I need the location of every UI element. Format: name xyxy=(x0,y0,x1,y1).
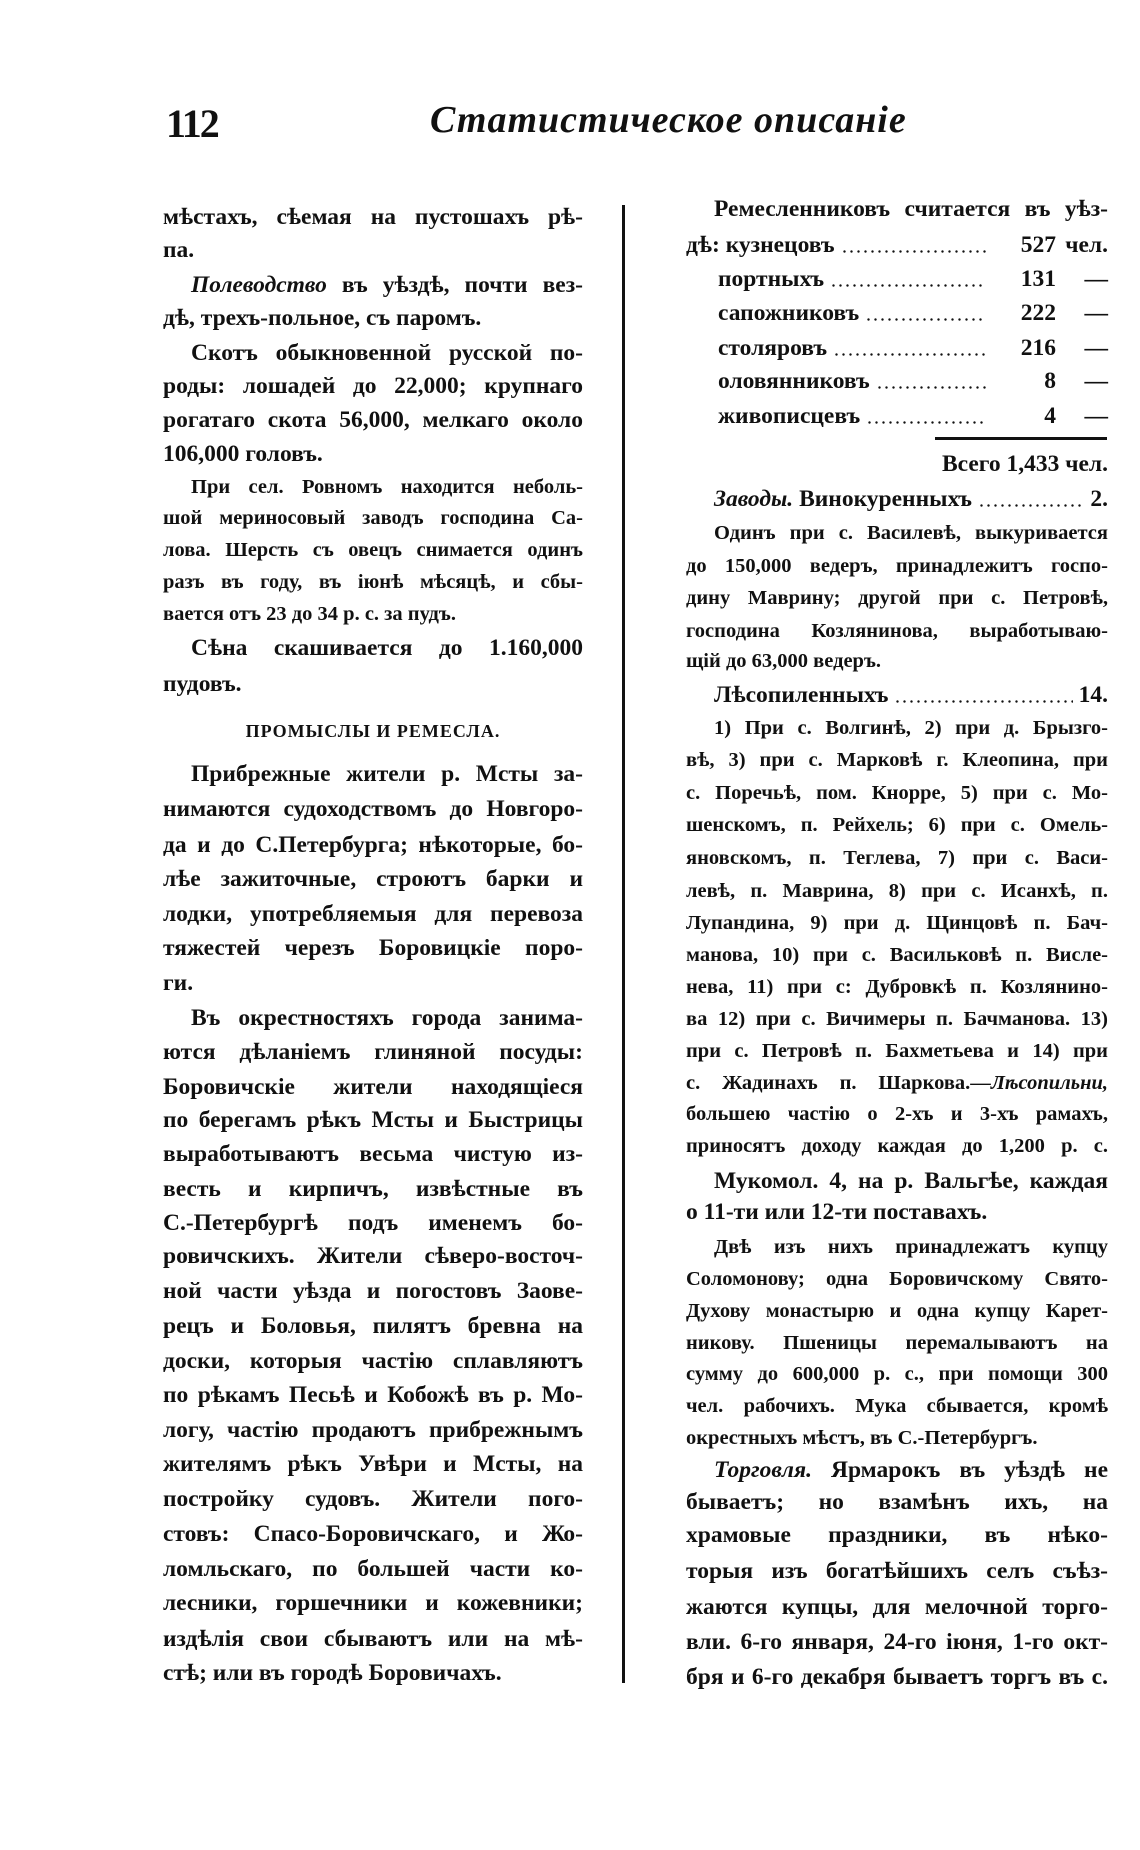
text-run: дину Маврину; другой при с. Петровѣ, xyxy=(686,587,1108,609)
text-line xyxy=(163,302,583,334)
text-line xyxy=(686,448,1108,480)
text-run: рогатаго скота 56,000, мелкаго около xyxy=(163,407,583,433)
text-run: Духову монастырю и одна купцу Карет- xyxy=(686,1300,1108,1322)
text-run: храмовые праздники, въ нѣко- xyxy=(686,1522,1108,1548)
row-count: 222 xyxy=(1020,300,1056,326)
text-line xyxy=(163,1345,583,1377)
dot-leader xyxy=(833,353,986,356)
note-line xyxy=(163,599,583,629)
text-line xyxy=(686,1454,1108,1486)
text-run: Прибрежные жители р. Мсты за- xyxy=(191,761,583,787)
note-line xyxy=(686,908,1108,938)
note-line xyxy=(163,472,583,502)
text-line xyxy=(686,1165,1108,1197)
text-run: С.-Петербургѣ подъ именемъ бо- xyxy=(163,1210,583,1236)
text-run: да и до С.Петербурга; нѣкоторые, бо- xyxy=(163,832,583,858)
text-run: по рѣкамъ Песьѣ и Кобожѣ въ р. Мо- xyxy=(163,1382,583,1408)
text-run: 1) При с. Волгинѣ, 2) при д. Брызго- xyxy=(714,717,1108,739)
text-run: до 150,000 ведеръ, принадлежитъ госпо- xyxy=(686,555,1108,577)
text-run: лова. Шерсть съ овецъ снимается одинъ xyxy=(163,539,583,561)
row-unit: — xyxy=(1084,266,1108,292)
text-line xyxy=(163,863,583,895)
text-line xyxy=(163,269,583,301)
text-line xyxy=(686,1555,1108,1587)
text-run: большею частію о 2-хъ и 3-хъ рамахъ, xyxy=(686,1103,1108,1125)
note-line xyxy=(686,972,1108,1002)
note-line xyxy=(686,810,1108,840)
row-unit: — xyxy=(1084,335,1108,361)
text-line xyxy=(163,1448,583,1480)
note-line xyxy=(686,551,1108,581)
note-line xyxy=(686,1264,1108,1294)
text-line xyxy=(163,1138,583,1170)
row-count: 527 xyxy=(1020,232,1056,258)
text-run: разъ въ году, въ іюнѣ мѣсяцѣ, и сбы- xyxy=(163,571,583,593)
text-run: стовъ: Спасо-Боровичскаго, и Жо- xyxy=(163,1521,583,1547)
text-line xyxy=(163,967,583,999)
text-run: вли. 6-го января, 24-го іюня, 1-го окт- xyxy=(686,1629,1108,1655)
text-run: ровичскихъ. Жители сѣверо-восточ- xyxy=(163,1243,583,1269)
row-label: живописцевъ xyxy=(718,403,861,429)
text-run: Винокуренныхъ xyxy=(793,486,973,512)
text-line xyxy=(163,1240,583,1272)
note-line xyxy=(686,876,1108,906)
text-line xyxy=(163,201,583,233)
note-line xyxy=(686,1296,1108,1326)
text-run: никову. Пшеницы перемалываютъ на xyxy=(686,1332,1108,1354)
text-line xyxy=(163,793,583,825)
craftsmen-row xyxy=(686,400,1108,432)
text-run: стѣ; или въ городѣ Боровичахъ. xyxy=(163,1660,502,1686)
italic-term: Полеводство xyxy=(191,272,327,298)
text-run: окрестныхъ мѣстъ, въ С.-Петербургъ. xyxy=(686,1427,1038,1449)
text-run: па. xyxy=(163,237,195,263)
text-run: с. Поречьѣ, пом. Кнорре, 5) при с. Мо- xyxy=(686,782,1108,804)
note-line xyxy=(686,1004,1108,1034)
italic-term: Торговля. xyxy=(714,1457,812,1483)
note-line xyxy=(686,1423,1108,1453)
text-run: Ярмарокъ въ уѣздѣ не xyxy=(811,1457,1108,1483)
row-label: сапожниковъ xyxy=(718,300,860,326)
text-line xyxy=(163,829,583,861)
text-line xyxy=(163,1483,583,1515)
note-line xyxy=(686,1232,1108,1262)
row-label: портныхъ xyxy=(718,266,825,292)
row-label: оловянниковъ xyxy=(718,368,870,394)
text-run: яновскомъ, п. Теглева, 7) при с. Васи- xyxy=(686,847,1108,869)
text-run: Мукомол. 4, на р. Вальгѣе, каждая xyxy=(714,1168,1108,1194)
dot-leader xyxy=(865,318,986,321)
text-run: ной части уѣзда и погостовъ Заове- xyxy=(163,1278,583,1304)
text-run: ПРОМЫСЛЫ И РЕМЕСЛА. xyxy=(245,721,501,741)
row-label xyxy=(714,483,972,515)
text-run: ва 12) при с. Вичимеры п. Бачманова. 13) xyxy=(686,1008,1108,1030)
note-line xyxy=(686,1328,1108,1358)
text-run: с. Жадинахъ п. Шаркова.— xyxy=(686,1072,991,1094)
text-line xyxy=(163,1657,583,1689)
text-run: при с. Петровѣ п. Бахметьева и 14) при xyxy=(686,1040,1108,1062)
text-run: издѣлія свои сбываютъ или на мѣ- xyxy=(163,1626,583,1652)
text-run: весть и кирпичъ, извѣстные въ xyxy=(163,1176,583,1202)
text-run: щій до 63,000 ведеръ. xyxy=(686,650,882,672)
note-line xyxy=(686,745,1108,775)
text-run: выработываютъ весьма чистую из- xyxy=(163,1141,583,1167)
text-run: приносятъ доходу каждая до 1,200 р. с. xyxy=(686,1135,1108,1157)
text-run: лѣе зажиточные, строютъ барки и xyxy=(163,866,583,892)
note-line xyxy=(686,1131,1108,1161)
text-run: роды: лошадей до 22,000; крупнаго xyxy=(163,373,583,399)
note-line xyxy=(686,940,1108,970)
running-title: Статистическое описаніе xyxy=(430,99,907,141)
sum-rule xyxy=(935,437,1107,440)
page-number: 112 xyxy=(166,101,218,146)
note-line xyxy=(163,535,583,565)
text-run: левѣ, п. Маврина, 8) при с. Исанхѣ, п. xyxy=(686,880,1108,902)
text-line xyxy=(163,234,583,266)
note-line xyxy=(686,1391,1108,1421)
row-count: 2. xyxy=(1090,486,1108,512)
text-line xyxy=(163,370,583,402)
text-run: 106,000 головъ. xyxy=(163,441,323,467)
note-line xyxy=(686,616,1108,646)
text-line xyxy=(163,438,583,470)
dot-leader xyxy=(830,284,986,287)
text-line xyxy=(686,1519,1108,1551)
text-run: по берегамъ рѣкъ Мсты и Быстрицы xyxy=(163,1107,583,1133)
text-line xyxy=(163,1173,583,1205)
factory-count-row xyxy=(686,483,1108,515)
text-line xyxy=(163,1587,583,1619)
text-line xyxy=(163,1379,583,1411)
text-line xyxy=(686,1486,1108,1518)
text-run: сумму до 600,000 р. с., при помощи 300 xyxy=(686,1363,1108,1385)
dot-leader xyxy=(978,504,1084,507)
craftsmen-row xyxy=(686,332,1108,364)
text-line xyxy=(163,1036,583,1068)
text-line xyxy=(163,1071,583,1103)
text-run: лесники, горшечники и кожевники; xyxy=(163,1590,583,1616)
text-run: пудовъ. xyxy=(163,671,242,697)
text-run: Сѣна скашивается до 1.160,000 xyxy=(191,635,583,661)
note-line xyxy=(686,583,1108,613)
note-line xyxy=(686,518,1108,548)
text-run: тяжестей черезъ Боровицкіе поро- xyxy=(163,935,583,961)
row-unit: — xyxy=(1084,403,1108,429)
row-label: столяровъ xyxy=(718,335,828,361)
row-count: 8 xyxy=(1044,368,1056,394)
text-run: мѣстахъ, сѣемая на пустошахъ рѣ- xyxy=(163,204,583,230)
note-line xyxy=(686,1099,1108,1129)
craftsmen-row xyxy=(686,297,1108,329)
row-unit: — xyxy=(1084,368,1108,394)
text-line xyxy=(163,1414,583,1446)
text-run: доски, которыя частію сплавляютъ xyxy=(163,1348,583,1374)
text-line xyxy=(163,1002,583,1034)
note-line xyxy=(686,778,1108,808)
text-run: Скотъ обыкновенной русской по- xyxy=(191,340,583,366)
note-line xyxy=(686,843,1108,873)
italic-term: Лѣсопильни, xyxy=(990,1072,1108,1094)
text-run: ются дѣланіемъ глиняной посуды: xyxy=(163,1039,583,1065)
text-run: шенскомъ, п. Рейхель; 6) при с. Омель- xyxy=(686,814,1108,836)
dot-leader xyxy=(866,421,986,424)
craftsmen-row xyxy=(686,229,1108,261)
row-count: 131 xyxy=(1020,266,1056,292)
text-run: бря и 6-го декабря бываетъ торгъ въ с. xyxy=(686,1664,1108,1690)
text-run: Боровичскіе жители находящіеся xyxy=(163,1074,583,1100)
row-unit: — xyxy=(1084,300,1108,326)
text-line xyxy=(163,404,583,436)
text-run: лодки, употребляемыя для перевоза xyxy=(163,901,583,927)
craftsmen-row xyxy=(686,365,1108,397)
text-run: постройку судовъ. Жители пого- xyxy=(163,1486,583,1512)
text-run: манова, 10) при с. Васильковѣ п. Висле- xyxy=(686,944,1108,966)
row-count: 14. xyxy=(1078,682,1108,708)
note-line xyxy=(686,713,1108,743)
factory-count-row xyxy=(686,679,1108,711)
text-run: ломльскаго, по большей части ко- xyxy=(163,1556,583,1582)
text-run: Двѣ изъ нихъ принадлежатъ купцу xyxy=(714,1236,1108,1258)
text-run: нева, 11) при с: Дубровкѣ п. Козлянино- xyxy=(686,976,1108,998)
text-line xyxy=(163,632,583,664)
text-run: ги. xyxy=(163,970,194,996)
italic-term: Заводы. xyxy=(714,486,794,512)
text-run: Ремесленниковъ считается въ уѣз- xyxy=(714,196,1108,222)
row-count: 216 xyxy=(1020,335,1056,361)
craftsmen-row xyxy=(686,263,1108,295)
text-run: жаются купцы, для мелочной торго- xyxy=(686,1594,1108,1620)
text-run: рецъ и Боловья, пилятъ бревна на xyxy=(163,1313,583,1339)
text-line xyxy=(163,1310,583,1342)
text-run: Въ окрестностяхъ города занима- xyxy=(191,1005,583,1031)
text-run: нимаются судоходствомъ до Новгоро- xyxy=(163,796,583,822)
text-run: вается отъ 23 до 34 р. с. за пудъ. xyxy=(163,603,457,625)
text-line xyxy=(163,932,583,964)
text-run: бываетъ; но взамѣнъ ихъ, на xyxy=(686,1489,1108,1515)
note-line xyxy=(686,646,1108,676)
text-run: шой мериносовый заводъ господина Са- xyxy=(163,507,583,529)
dot-leader xyxy=(894,700,1072,703)
text-line xyxy=(163,668,583,700)
text-line xyxy=(163,1104,583,1136)
text-line xyxy=(163,1553,583,1585)
text-run: жителямъ рѣкъ Увѣри и Мсты, на xyxy=(163,1451,583,1477)
row-count: 4 xyxy=(1044,403,1056,429)
text-line xyxy=(163,1518,583,1550)
column-divider xyxy=(622,205,625,1683)
dot-leader xyxy=(841,250,986,253)
text-line xyxy=(163,337,583,369)
text-line xyxy=(686,1661,1108,1693)
text-run: Лупандина, 9) при д. Щинцовѣ п. Бач- xyxy=(686,912,1108,934)
note-line xyxy=(686,1359,1108,1389)
row-label xyxy=(714,679,888,711)
text-run: торыя изъ богатѣйшихъ селъ съѣз- xyxy=(686,1558,1108,1584)
text-line xyxy=(686,1626,1108,1658)
text-run: Всего 1,433 чел. xyxy=(941,451,1108,477)
note-line xyxy=(163,567,583,597)
text-run: дѣ, трехъ-польное, съ паромъ. xyxy=(163,305,482,331)
text-run: господина Козлянинова, выработываю- xyxy=(686,620,1108,642)
text-line xyxy=(163,1275,583,1307)
text-line xyxy=(686,193,1108,225)
text-run: вѣ, 3) при с. Марковѣ г. Клеопина, при xyxy=(686,749,1108,771)
text-run: логу, частію продаютъ прибрежнымъ xyxy=(163,1417,583,1443)
dot-leader xyxy=(876,386,986,389)
note-line xyxy=(163,503,583,533)
text-line xyxy=(163,758,583,790)
text-run: Одинъ при с. Василевѣ, выкуривается xyxy=(714,522,1108,544)
text-run: о 11-ти или 12-ти поставахъ. xyxy=(686,1199,988,1225)
row-unit: чел. xyxy=(1065,232,1108,258)
text-run: При сел. Ровномъ находится неболь- xyxy=(191,476,583,498)
text-run: чел. рабочихъ. Мука сбывается, кромѣ xyxy=(686,1395,1108,1417)
text-line xyxy=(163,1207,583,1239)
section-heading xyxy=(163,715,583,747)
note-line xyxy=(686,1036,1108,1066)
text-run: Соломонову; одна Боровичскому Свято- xyxy=(686,1268,1108,1290)
text-run: Лѣсопиленныхъ xyxy=(714,682,889,708)
text-line xyxy=(686,1591,1108,1623)
row-label: дѣ: кузнецовъ xyxy=(686,232,835,258)
text-line xyxy=(163,898,583,930)
text-line xyxy=(686,1196,1108,1228)
text-run: въ уѣздѣ, почти вез- xyxy=(326,272,583,298)
text-line xyxy=(163,1623,583,1655)
note-line xyxy=(686,1068,1108,1098)
